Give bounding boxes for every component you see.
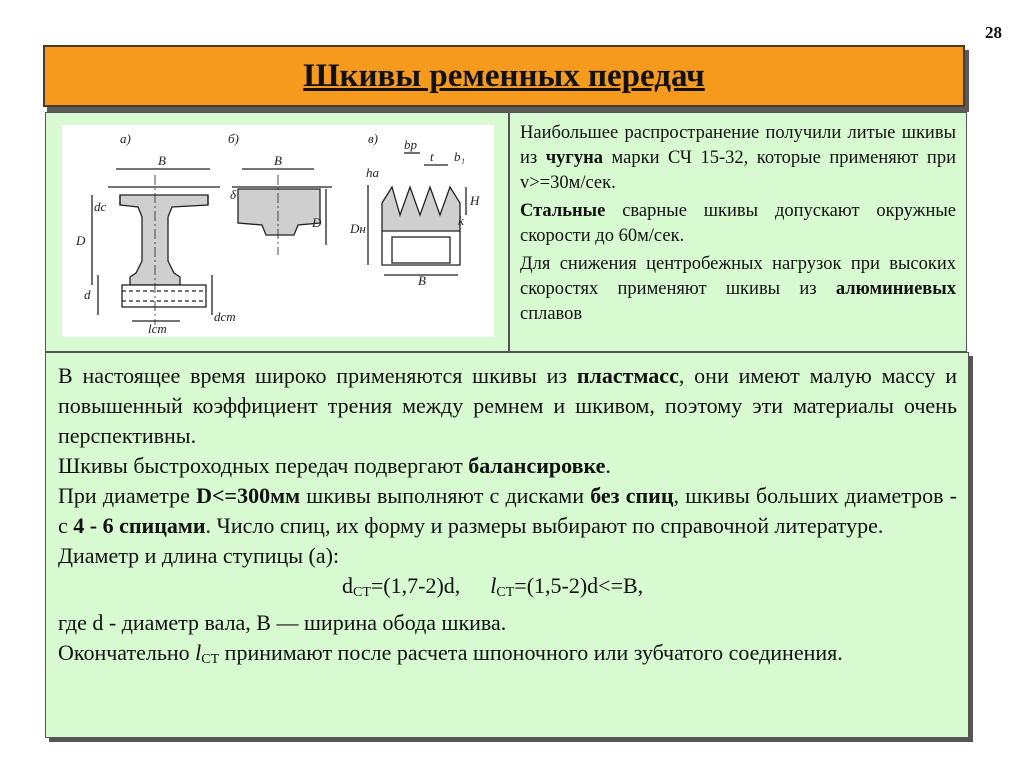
formula-subscript: CT [353, 585, 371, 600]
text-fragment: сплавов [520, 304, 583, 324]
text-fragment: Для снижения центробежных нагрузок при высоких скоростях применяют шкивы из [520, 254, 956, 299]
spokes-paragraph [58, 481, 957, 541]
bold-term: D<=300мм [196, 483, 301, 508]
hub-dimensions-paragraph: Диаметр и длина ступицы (а): [58, 543, 340, 568]
formula-expression: =(1,7-2)d, [370, 573, 461, 598]
label-dc: dс [94, 199, 107, 214]
bold-term: без спиц [590, 483, 674, 508]
pulley-v-drawing [368, 153, 466, 275]
balancing-paragraph [58, 451, 957, 481]
formula-subscript: CT [496, 585, 515, 600]
bold-term: алюминиевых [835, 279, 956, 299]
text-fragment: При диаметре [58, 483, 197, 508]
label-ha: hа [366, 165, 379, 180]
final-paragraph [58, 638, 957, 675]
label-dcm: dст [214, 309, 236, 324]
aluminium-paragraph [520, 252, 956, 327]
slide-title: Шкивы ременных передач [303, 57, 705, 94]
text-fragment: сварные шкивы допускают окружные скорости до 60м/сек. [520, 201, 956, 246]
label-v: в) [368, 131, 378, 146]
pulley-b-drawing [232, 169, 332, 255]
text-fragment: . Число спиц, их форму и размеры выбирают по справочной литературе. [205, 513, 884, 538]
label-a: а) [120, 131, 131, 146]
title-banner [43, 45, 965, 107]
hub-formula [58, 571, 957, 608]
label-b1: b₁ [454, 149, 466, 164]
cast-iron-paragraph [520, 121, 956, 196]
text-fragment: Шкивы быстроходных передач подвергают [58, 453, 469, 478]
label-B-v: B [418, 273, 426, 288]
label-Dn: Dн [350, 221, 366, 236]
label-D-a: D [76, 233, 86, 248]
label-D-b: D [312, 215, 322, 230]
definitions-paragraph: где d - диаметр вала, B — ширина обода шкива. [58, 610, 507, 635]
text-fragment: , шкивы больших диаметров - с [58, 483, 958, 538]
label-d: d [84, 287, 91, 302]
plastics-paragraph [58, 361, 957, 451]
bold-term: 4 - 6 спицами [73, 513, 206, 538]
label-B-a: B [158, 153, 166, 168]
text-fragment: Наибольшее распространение получили литые шкивы из [520, 123, 956, 168]
label-delta: δ [230, 187, 237, 202]
text-fragment: , они имеют малую массу и повышенный коэффициент трения между ремнем и шкивом, поэтому эти материалы очень перспективны. [58, 363, 957, 448]
bold-term: пластмасс [576, 363, 679, 388]
text-fragment: принимают после расчета шпоночного или зубчатого соединения. [219, 640, 843, 665]
formula-expression: =(1,5-2)d<=B, [514, 573, 644, 598]
label-bp: bр [404, 137, 417, 152]
text-fragment: Окончательно [58, 640, 196, 665]
label-H: H [470, 193, 480, 208]
label-b: б) [228, 131, 239, 146]
page-number: 28 [985, 23, 1002, 42]
label-lcm: lст [148, 321, 167, 336]
formula-subscript: CT [201, 652, 220, 667]
formula-symbol: l [490, 573, 497, 598]
label-B-b: B [274, 153, 282, 168]
formula-symbol: d [342, 573, 353, 598]
label-k: k [458, 213, 464, 228]
bold-term: Стальные [520, 201, 606, 221]
materials-text-panel [509, 112, 967, 352]
text-fragment: . [605, 453, 611, 478]
steel-paragraph [520, 199, 956, 249]
figure-panel [45, 112, 509, 352]
main-text-panel [45, 352, 969, 738]
text-fragment: шкивы выполняют с дисками [300, 483, 591, 508]
formula-symbol: l [195, 640, 202, 665]
bold-term: чугуна [545, 148, 603, 168]
label-t: t [430, 149, 434, 164]
text-fragment: В настоящее время широко применяются шкивы из [58, 363, 577, 388]
bold-term: балансировке [468, 453, 606, 478]
pulley-a-drawing [92, 169, 220, 325]
pulley-diagram [62, 125, 494, 337]
text-fragment: марки СЧ 15-32, которые применяют при v>=30м/сек. [520, 148, 956, 193]
pulley-drawings [62, 125, 494, 337]
